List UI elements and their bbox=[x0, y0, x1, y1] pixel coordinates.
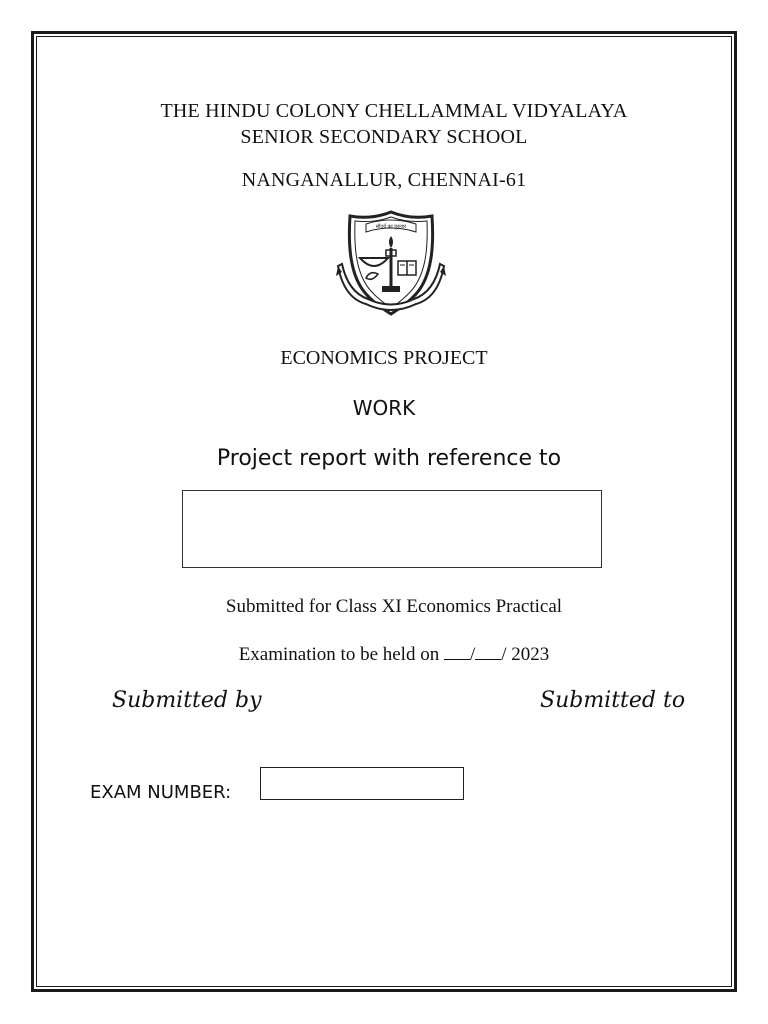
submitted-by-label: Submitted by bbox=[112, 688, 262, 713]
project-subtitle: WORK bbox=[352, 396, 416, 420]
exam-date-line bbox=[10, 643, 768, 666]
exam-year: / 2023 bbox=[501, 644, 550, 665]
date-separator: / bbox=[469, 644, 476, 665]
exam-number-field[interactable] bbox=[260, 767, 464, 800]
emblem-motto: सौंदर्य का गुरुवार bbox=[375, 224, 407, 230]
exam-number-label: EXAM NUMBER: bbox=[90, 782, 232, 803]
submitted-for-line: Submitted for Class XI Economics Practical bbox=[225, 596, 563, 617]
topic-box[interactable] bbox=[182, 490, 602, 568]
project-title: ECONOMICS PROJECT bbox=[280, 347, 488, 369]
school-name: THE HINDU COLONY CHELLAMMAL VIDYALAYA bbox=[160, 100, 628, 122]
date-blank-month bbox=[475, 643, 501, 660]
submitted-to-label: Submitted to bbox=[540, 688, 686, 713]
reference-line: Project report with reference to bbox=[216, 446, 562, 471]
school-crest-icon bbox=[336, 206, 446, 322]
school-location: NANGANALLUR, CHENNAI-61 bbox=[241, 169, 527, 191]
date-blank-day bbox=[444, 643, 470, 660]
school-type: SENIOR SECONDARY SCHOOL bbox=[240, 126, 528, 148]
exam-date-prefix: Examination to be held on bbox=[238, 644, 440, 665]
